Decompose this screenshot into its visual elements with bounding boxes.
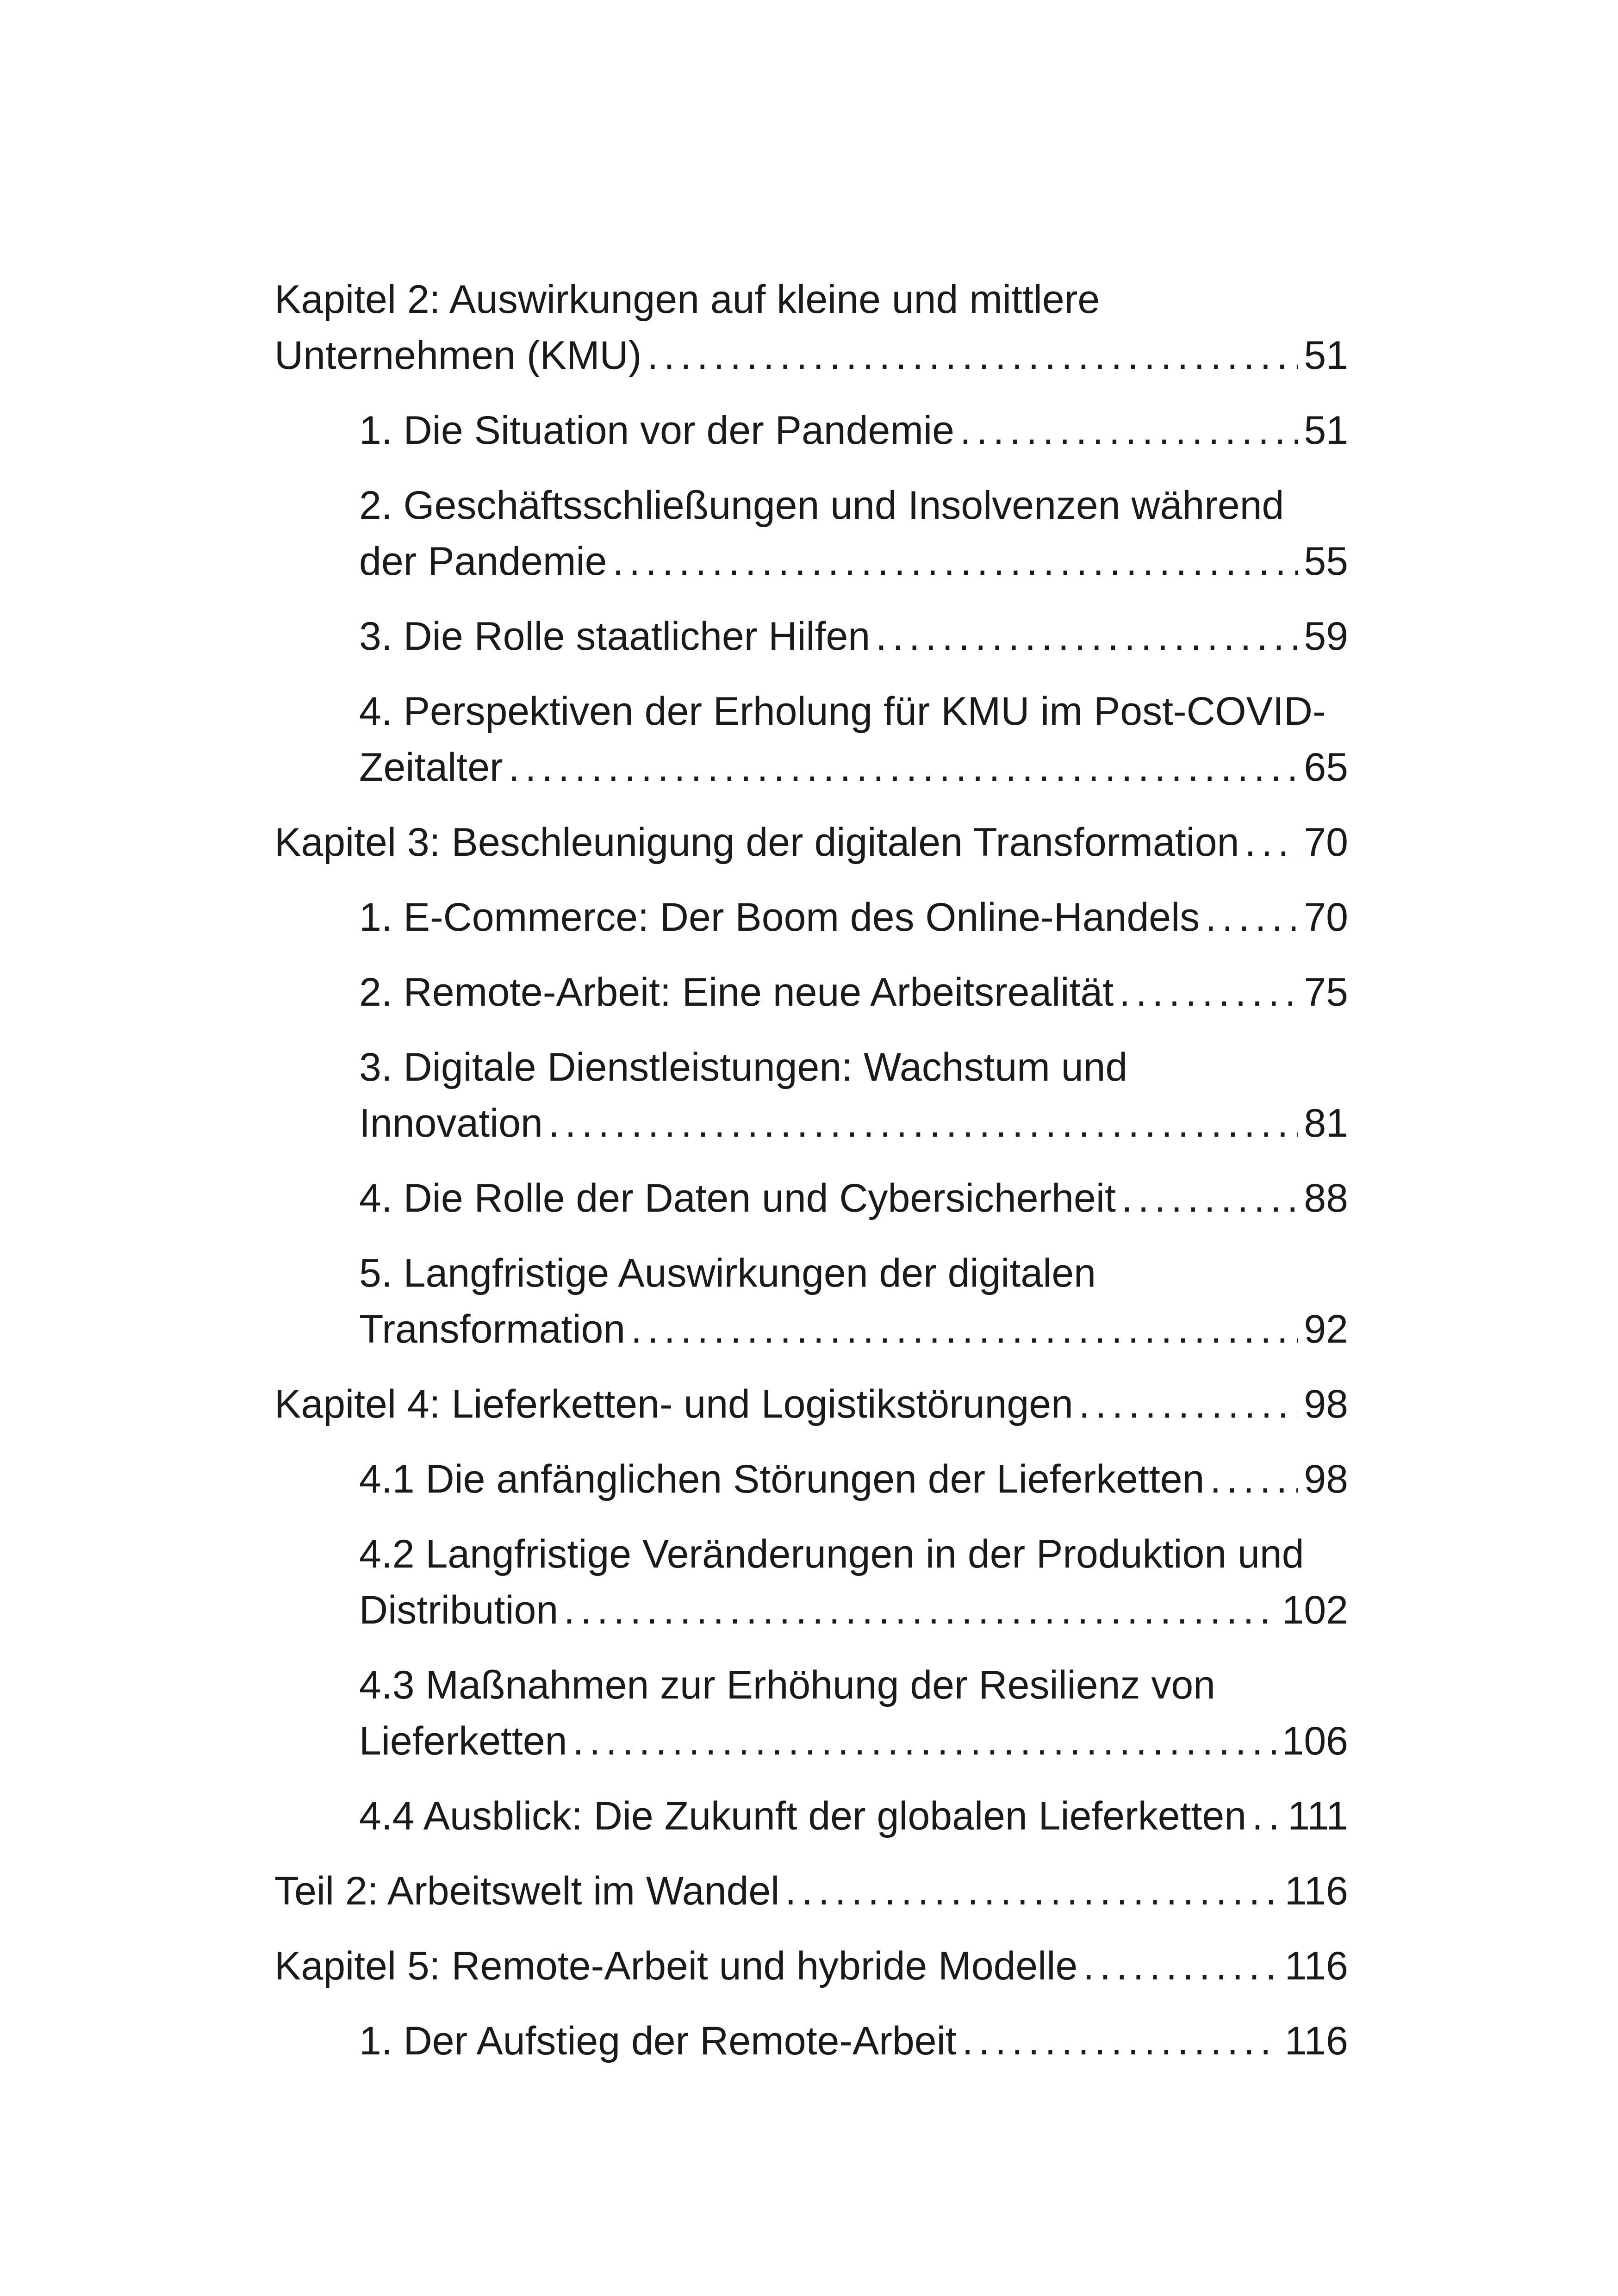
- toc-entry-row: [274, 1938, 1348, 1994]
- toc-entry-title-line: Unternehmen (KMU): [274, 333, 642, 378]
- dot-leader: [573, 1713, 1276, 1769]
- toc-page-number: 75: [1304, 970, 1348, 1014]
- toc-page-number: 98: [1304, 1457, 1348, 1501]
- toc-entry-title-line: Kapitel 4: Lieferketten- und Logistikstörungen: [274, 1382, 1073, 1426]
- toc-entry-title-line: Teil 2: Arbeitswelt im Wandel: [274, 1869, 780, 1913]
- toc-entry-row: [359, 534, 1348, 590]
- dot-leader: [962, 2013, 1279, 2069]
- toc-entry-row: [359, 2013, 1348, 2069]
- toc-entry-row: [359, 1713, 1348, 1769]
- toc-page-number: 116: [1284, 1944, 1348, 1988]
- dot-leader: [1245, 815, 1298, 871]
- toc-entry-title-line: Kapitel 2: Auswirkungen auf kleine und mittlere: [274, 277, 1100, 322]
- toc-entry-row: [359, 1301, 1348, 1357]
- dot-leader: [1252, 1788, 1282, 1844]
- toc-page-number: 51: [1304, 408, 1348, 453]
- toc-entry-row: [359, 740, 1348, 796]
- dot-leader: [1079, 1376, 1298, 1432]
- toc-entry-title-line: 5. Langfristige Auswirkungen der digitalen: [359, 1251, 1096, 1295]
- dot-leader: [564, 1582, 1276, 1638]
- toc-entry-row: [359, 403, 1348, 459]
- toc-entry-row: [359, 1095, 1348, 1151]
- toc-section-entry[interactable]: [359, 1039, 1348, 1151]
- toc-entry-title-line: 2. Remote-Arbeit: Eine neue Arbeitsrealität: [359, 970, 1114, 1014]
- toc-entry-title-line: 4. Perspektiven der Erholung für KMU im Post-COVID-: [359, 689, 1326, 734]
- toc-entry-title-line: 3. Digitale Dienstleistungen: Wachstum und: [359, 1045, 1128, 1089]
- toc-entry-title-line: der Pandemie: [359, 539, 607, 584]
- toc-section-entry[interactable]: [359, 1245, 1348, 1357]
- toc-page-number: 92: [1304, 1307, 1348, 1351]
- toc-page-number: 111: [1288, 1794, 1348, 1838]
- toc-section-entry[interactable]: [359, 1526, 1348, 1638]
- toc-chapter-entry[interactable]: [274, 815, 1348, 871]
- toc-entry-row: [274, 815, 1348, 871]
- toc-entry-title-line: Zeitalter: [359, 745, 503, 790]
- dot-leader: [631, 1301, 1298, 1357]
- toc-entry-title-line: 4.2 Langfristige Veränderungen in der Produktion und: [359, 1532, 1304, 1576]
- dot-leader: [960, 403, 1298, 459]
- toc-page-number: 51: [1304, 333, 1348, 378]
- toc-page-number: 106: [1282, 1719, 1348, 1763]
- toc-entry-row: [359, 1582, 1348, 1638]
- toc-entry-row: [359, 890, 1348, 946]
- toc-entry-title-line: 4.1 Die anfänglichen Störungen der Lieferketten: [359, 1457, 1205, 1501]
- toc-entry-row: [274, 1863, 1348, 1919]
- toc-section-entry[interactable]: [359, 890, 1348, 946]
- toc-entry-title-line: Distribution: [359, 1588, 559, 1632]
- dot-leader: [612, 534, 1298, 590]
- toc-entry-title-line: 4.3 Maßnahmen zur Erhöhung der Resilienz von: [359, 1663, 1216, 1707]
- dot-leader: [548, 1095, 1298, 1151]
- table-of-contents: [274, 272, 1348, 2088]
- toc-entry-title-line: 1. Die Situation vor der Pandemie: [359, 408, 954, 453]
- toc-entry-title-line: 1. Der Aufstieg der Remote-Arbeit: [359, 2019, 957, 2063]
- dot-leader: [1205, 890, 1298, 946]
- toc-entry-title-line: Lieferketten: [359, 1719, 567, 1763]
- toc-entry-row: [359, 609, 1348, 665]
- dot-leader: [509, 740, 1299, 796]
- toc-page-number: 55: [1304, 539, 1348, 584]
- toc-page-number: 59: [1304, 614, 1348, 659]
- toc-chapter-entry[interactable]: [274, 1938, 1348, 1994]
- toc-entry-title-line: 2. Geschäftsschließungen und Insolvenzen während: [359, 483, 1284, 528]
- toc-section-entry[interactable]: [359, 684, 1348, 796]
- toc-page-number: 65: [1304, 745, 1348, 790]
- toc-entry-row: [274, 328, 1348, 384]
- toc-entry-title-line: 3. Die Rolle staatlicher Hilfen: [359, 614, 871, 659]
- toc-section-entry[interactable]: [359, 403, 1348, 459]
- toc-entry-row: [359, 964, 1348, 1020]
- toc-page-number: 98: [1304, 1382, 1348, 1426]
- dot-leader: [785, 1863, 1279, 1919]
- toc-chapter-entry[interactable]: [274, 272, 1348, 384]
- toc-page-number: 70: [1304, 895, 1348, 940]
- toc-entry-row: [359, 1170, 1348, 1226]
- dot-leader: [1083, 1938, 1279, 1994]
- toc-section-entry[interactable]: [359, 478, 1348, 590]
- toc-section-entry[interactable]: [359, 1788, 1348, 1844]
- toc-entry-row: [359, 1788, 1348, 1844]
- toc-entry-title-line: 4.4 Ausblick: Die Zukunft der globalen Lieferketten: [359, 1794, 1247, 1838]
- toc-page-number: 102: [1282, 1588, 1348, 1632]
- dot-leader: [1119, 964, 1298, 1020]
- toc-page-number: 88: [1304, 1176, 1348, 1220]
- dot-leader: [647, 328, 1298, 384]
- toc-page-number: 70: [1304, 820, 1348, 865]
- dot-leader: [1210, 1451, 1298, 1507]
- toc-section-entry[interactable]: [359, 2013, 1348, 2069]
- toc-chapter-entry[interactable]: [274, 1376, 1348, 1432]
- toc-section-entry[interactable]: [359, 1451, 1348, 1507]
- dot-leader: [876, 609, 1298, 665]
- toc-section-entry[interactable]: [359, 609, 1348, 665]
- toc-entry-title-line: Kapitel 3: Beschleunigung der digitalen Transformation: [274, 820, 1239, 865]
- toc-page-number: 81: [1304, 1101, 1348, 1145]
- toc-section-entry[interactable]: [359, 1170, 1348, 1226]
- toc-entry-title-line: 4. Die Rolle der Daten und Cybersicherheit: [359, 1176, 1116, 1220]
- toc-entry-row: [359, 1451, 1348, 1507]
- toc-section-entry[interactable]: [359, 1657, 1348, 1769]
- toc-section-entry[interactable]: [359, 964, 1348, 1020]
- toc-entry-title-line: 1. E-Commerce: Der Boom des Online-Handels: [359, 895, 1200, 940]
- toc-page-number: 116: [1284, 2019, 1348, 2063]
- toc-entry-title-line: Kapitel 5: Remote-Arbeit und hybride Modelle: [274, 1944, 1078, 1988]
- toc-page-number: 116: [1284, 1869, 1348, 1913]
- toc-entry-row: [274, 1376, 1348, 1432]
- toc-entry-title-line: Transformation: [359, 1307, 626, 1351]
- toc-chapter-entry[interactable]: [274, 1863, 1348, 1919]
- dot-leader: [1121, 1170, 1298, 1226]
- toc-entry-title-line: Innovation: [359, 1101, 543, 1145]
